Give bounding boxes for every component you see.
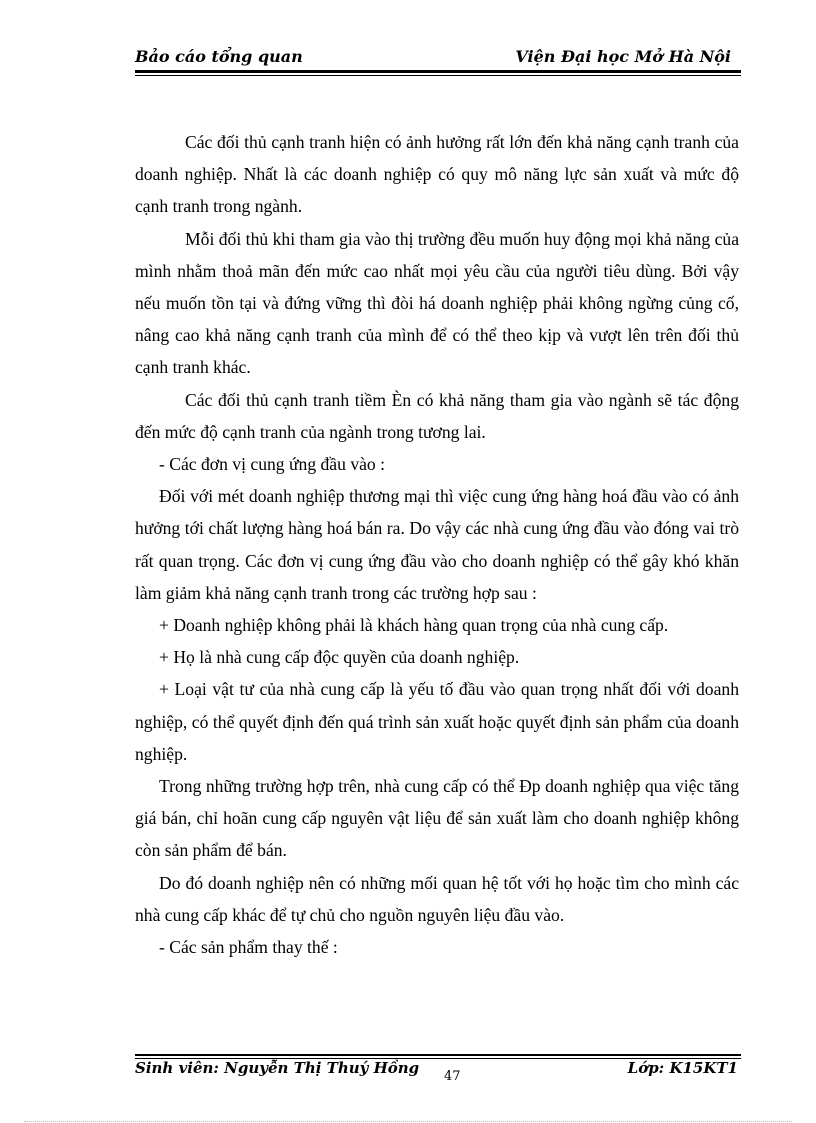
list-item-key-input: + Loại vật tư của nhà cung cấp là yếu tố đầu vào quan trọng nhất đối với doanh nghiệp, có thể quyết định đến quá trình sản xuất hoặc quyết định sản phẩm của doanh nghiệp. [135, 679, 739, 764]
page-bottom-dotted-border [24, 1121, 792, 1122]
footer-student: Sinh viên: Nguyễn Thị Thuý Hồng [135, 1059, 420, 1077]
paragraph-suppliers: Đối với mét doanh nghiệp thương mại thì việc cung ứng hàng hoá đầu vào có ảnh hưởng tới chất lượng hàng hoá bán ra. Do vậy các nhà cung ứng đầu vào đóng vai trò rất quan trọng. Các đơn vị cung ứng đầu vào cho doanh nghiệp có thể gây khó khăn làm giảm khả năng cạnh tranh trong các trường hợp sau : [135, 486, 739, 603]
paragraph-supplier-pressure: Trong những trường hợp trên, nhà cung cấp có thể Ðp doanh nghiệp qua việc tăng giá bán, chỉ hoãn cung cấp nguyên vật liệu để sản xuất làm cho doanh nghiệp không còn sản phẩm để bán. [135, 776, 739, 861]
page-number: 47 [444, 1069, 461, 1084]
footer-rule-thick [135, 1054, 741, 1056]
header-rule-thick [135, 70, 741, 73]
list-item-monopoly-supplier: + Họ là nhà cung cấp độc quyền của doanh nghiệp. [159, 647, 520, 668]
header-rule-thin [135, 75, 741, 76]
paragraph-competitors: Các đối thủ cạnh tranh hiện có ảnh hưởng rất lớn đến khả năng cạnh tranh của doanh nghiệp. Nhất là các doanh nghiệp có quy mô năng lực sản xuất và mức độ cạnh tranh trong ngành. [135, 132, 739, 217]
paragraph-each-competitor: Mỗi đối thủ khi tham gia vào thị trường đều muốn huy động mọi khả năng của mình nhằm thoả mãn đến mức cao nhất mọi yêu cầu của người tiêu dùng. Bởi vậy nếu muốn tồn tại và đứng vững thì đòi há doanh nghiệp phải không ngừng củng cố, nâng cao khả năng cạnh tranh của mình để có thể theo kịp và vượt lên trên đối thủ cạnh tranh khác. [135, 228, 739, 378]
paragraph-potential-competitors: Các đối thủ cạnh tranh tiềm Èn có khả năng tham gia vào ngành sẽ tác động đến mức độ cạnh tranh của ngành trong tương lai. [135, 389, 739, 442]
paragraph-substitutes-heading: - Các sản phẩm thay thế : [159, 937, 338, 958]
list-item-not-key-customer: + Doanh nghiệp không phải là khách hàng quan trọng của nhà cung cấp. [159, 615, 669, 636]
paragraph-good-relations: Do đó doanh nghiệp nên có những mối quan hệ tốt với họ hoặc tìm cho mình các nhà cung cấp khác để tự chủ cho nguồn nguyên liệu đầu vào. [135, 872, 739, 925]
footer-class: Lớp: K15KT1 [627, 1059, 738, 1077]
body-text [135, 126, 739, 963]
header-institution: Viện Đại học Mở Hà Nội [515, 47, 731, 66]
paragraph-suppliers-heading: - Các đơn vị cung ứng đầu vào : [159, 454, 386, 475]
header-report-title: Bảo cáo tổng quan [135, 47, 303, 66]
